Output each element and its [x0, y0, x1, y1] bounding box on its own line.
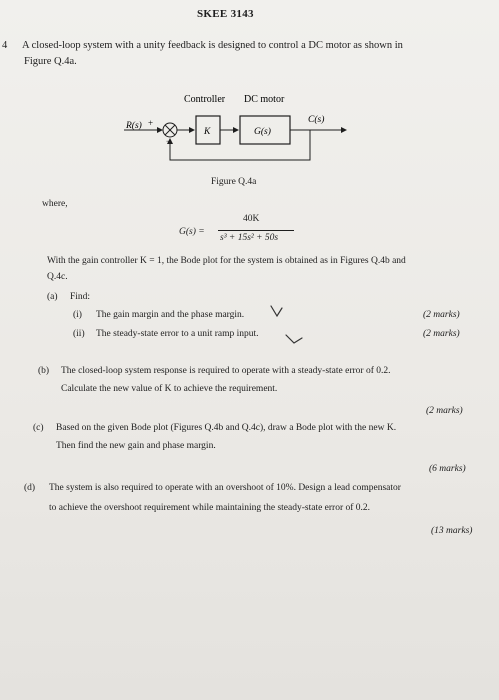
dc-motor-label: DC motor — [244, 94, 285, 105]
course-code-header: SKEE 3143 — [197, 8, 254, 20]
part-a-label: (a) — [47, 292, 58, 302]
part-c-line-1: Based on the given Bode plot (Figures Q.4b and Q.4c), draw a Bode plot with the new K. — [56, 423, 397, 433]
minus-sign: − — [166, 136, 172, 146]
where-label: where, — [42, 199, 68, 209]
fraction-bar — [218, 230, 294, 231]
tf-numerator: 40K — [243, 214, 260, 224]
part-d-line-1: The system is also required to operate with an overshoot of 10%. Design a lead compensator — [49, 483, 401, 493]
figure-caption: Figure Q.4a — [211, 177, 257, 187]
part-b-line-2: Calculate the new value of K to achieve the requirement. — [61, 384, 278, 394]
intro-line-1: A closed-loop system with a unity feedback is designed to control a DC motor as shown in — [22, 40, 403, 51]
handwritten-check-marks — [268, 302, 308, 352]
block-diagram — [110, 82, 350, 172]
part-d-label: (d) — [24, 483, 36, 493]
part-d-line-2: to achieve the overshoot requirement while maintaining the steady-state error of 0.2. — [49, 503, 371, 513]
input-label: R(s) — [126, 121, 142, 131]
question-number: 4 — [2, 40, 8, 51]
part-a-i-num: (i) — [73, 310, 82, 320]
tf-denominator: s³ + 15s² + 50s — [220, 233, 279, 243]
part-a-i-text: The gain margin and the phase margin. — [96, 310, 245, 320]
part-a-ii-num: (ii) — [73, 329, 85, 339]
part-b-label: (b) — [38, 366, 50, 376]
part-c-line-2: Then find the new gain and phase margin. — [56, 441, 216, 451]
gain-line-2: Q.4c. — [47, 272, 68, 282]
part-b-marks: (2 marks) — [426, 406, 463, 416]
part-a-ii-marks: (2 marks) — [423, 329, 460, 339]
intro-line-2: Figure Q.4a. — [24, 56, 77, 67]
plant-block-label: G(s) — [254, 127, 271, 137]
gain-line-1: With the gain controller K = 1, the Bode plot for the system is obtained as in Figures Q.4b and — [47, 256, 406, 266]
gain-block-label: K — [204, 127, 211, 137]
part-d-marks: (13 marks) — [431, 526, 473, 536]
controller-label: Controller — [184, 94, 226, 105]
part-c-marks: (6 marks) — [429, 464, 466, 474]
part-c-label: (c) — [33, 423, 44, 433]
summing-junction — [163, 123, 177, 137]
tf-lhs: G(s) = — [179, 227, 205, 237]
part-a-i-marks: (2 marks) — [423, 310, 460, 320]
part-a-text: Find: — [70, 292, 91, 302]
plus-sign: + — [148, 118, 154, 128]
output-label: C(s) — [308, 115, 325, 125]
part-a-ii-text: The steady-state error to a unit ramp input. — [96, 329, 259, 339]
part-b-line-1: The closed-loop system response is required to operate with a steady-state error of 0.2. — [61, 366, 391, 376]
